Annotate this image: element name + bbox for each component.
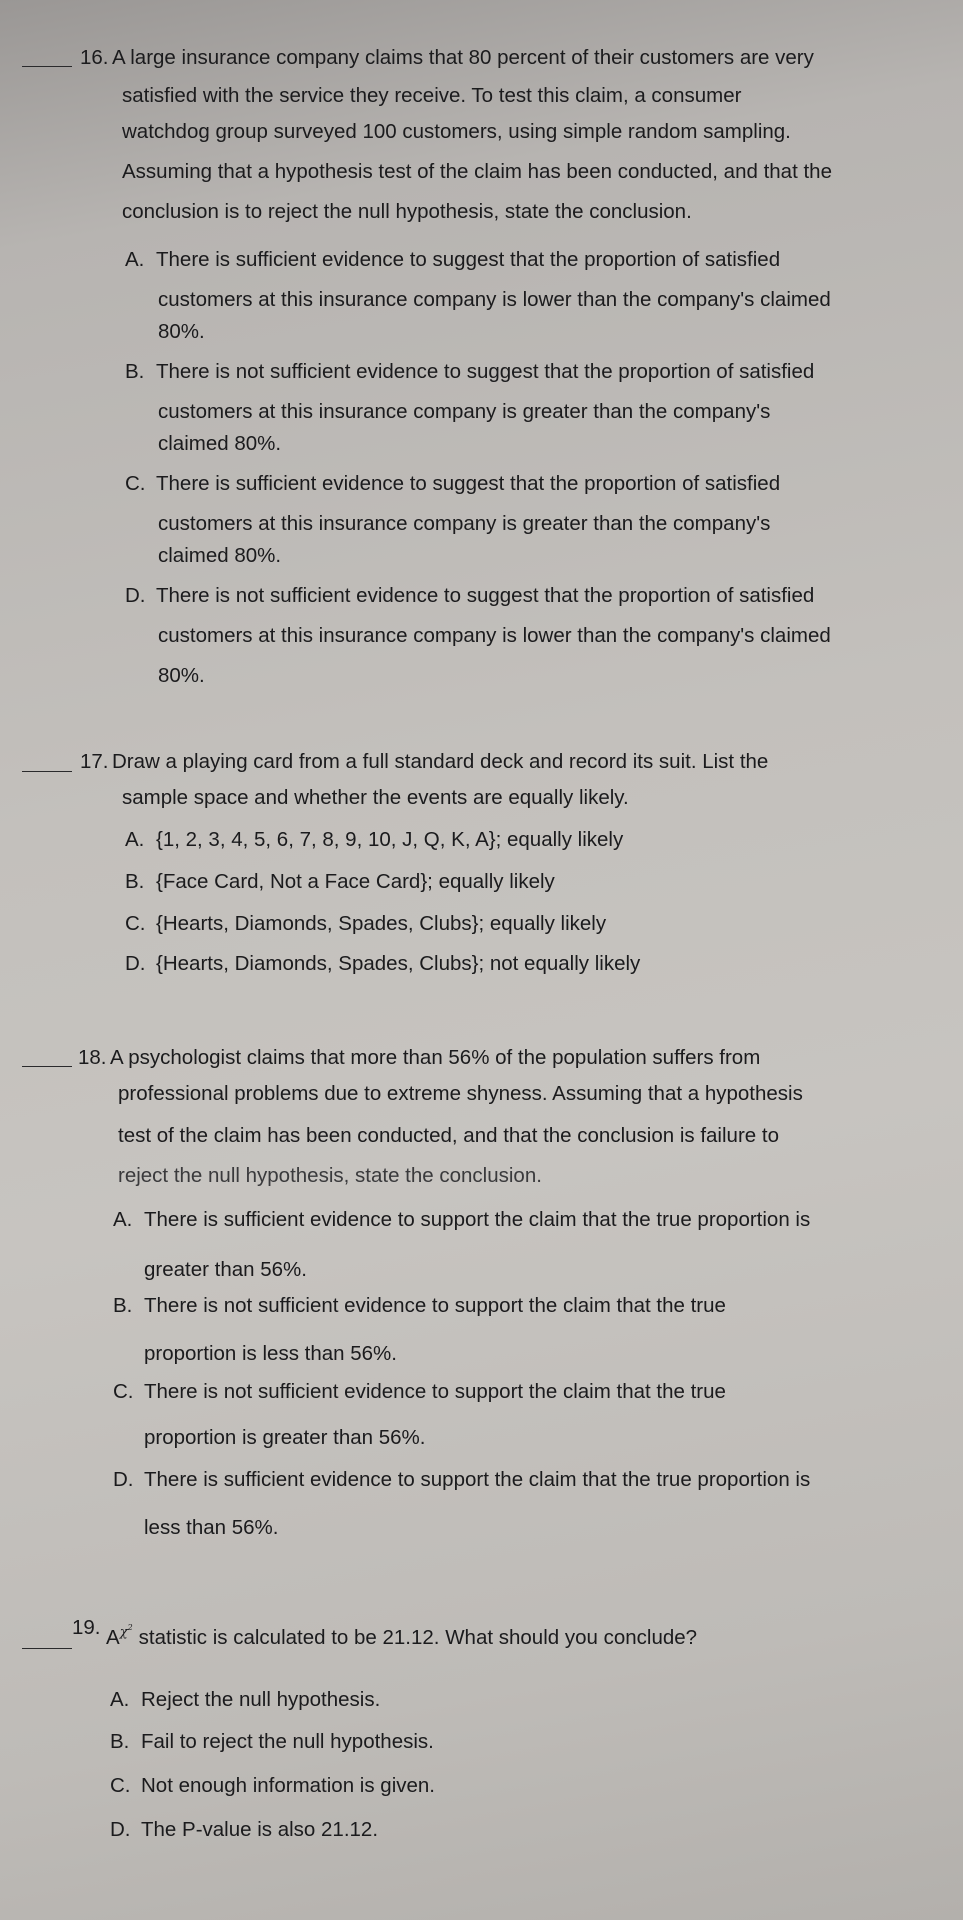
choice-letter[interactable]: A. [125,248,145,271]
question-stem-line: sample space and whether the events are equally likely. [122,786,629,809]
choice-text: claimed 80%. [158,544,282,567]
choice-letter[interactable]: B. [110,1730,130,1753]
question-stem-line: Assuming that a hypothesis test of the claim has been conducted, and that the [122,160,832,183]
choice-text: customers at this insurance company is greater than the company's [158,400,771,423]
choice-letter[interactable]: C. [113,1380,134,1403]
choice-letter[interactable]: A. [110,1688,130,1711]
choice-text: proportion is less than 56%. [144,1342,397,1365]
question-stem-line: watchdog group surveyed 100 customers, using simple random sampling. [122,120,791,143]
choice-letter[interactable]: A. [113,1208,133,1231]
question-number: 19. [72,1616,101,1639]
choice-text: There is not sufficient evidence to suggest that the proportion of satisfied [156,584,815,607]
choice-text: Reject the null hypothesis. [141,1688,381,1711]
question-stem-line: A psychologist claims that more than 56% of the population suffers from [110,1046,761,1069]
choice-text: 80%. [158,664,205,687]
answer-blank-18[interactable] [22,1066,72,1067]
choice-text: There is not sufficient evidence to support the claim that the true [144,1380,726,1403]
choice-letter[interactable]: D. [110,1818,131,1841]
chi-square-symbol [120,1616,133,1645]
question-stem-line [106,1616,697,1650]
chi-power: 2 [127,1623,133,1632]
choice-text: customers at this insurance company is lower than the company's claimed [158,624,831,647]
choice-text: There is not sufficient evidence to suggest that the proportion of satisfied [156,360,815,383]
question-stem-line: test of the claim has been conducted, and that the conclusion is failure to [118,1124,779,1147]
stem-prefix: A [106,1626,120,1649]
question-stem-line: satisfied with the service they receive. To test this claim, a consumer [122,84,742,107]
answer-blank-16[interactable] [22,66,72,67]
choice-text: {Hearts, Diamonds, Spades, Clubs}; not equally likely [156,952,641,975]
answer-blank-19[interactable] [22,1648,72,1649]
question-stem-line: A large insurance company claims that 80 percent of their customers are very [112,46,814,69]
choice-letter[interactable]: C. [125,472,146,495]
choice-text: proportion is greater than 56%. [144,1426,426,1449]
chi-symbol: χ [119,1625,128,1640]
choice-letter[interactable]: D. [125,952,146,975]
choice-letter[interactable]: D. [125,584,146,607]
choice-text: customers at this insurance company is lower than the company's claimed [158,288,831,311]
choice-letter[interactable]: C. [110,1774,131,1797]
choice-text: 80%. [158,320,205,343]
choice-text: less than 56%. [144,1516,279,1539]
choice-text: There is sufficient evidence to suggest that the proportion of satisfied [156,472,781,495]
choice-text: There is sufficient evidence to support the claim that the true proportion is [144,1468,811,1491]
choice-text: Not enough information is given. [141,1774,436,1797]
choice-letter[interactable]: B. [125,360,145,383]
choice-text: {1, 2, 3, 4, 5, 6, 7, 8, 9, 10, J, Q, K, A}; equally likely [156,828,624,851]
choice-text: There is sufficient evidence to suggest that the proportion of satisfied [156,248,781,271]
choice-text: greater than 56%. [144,1258,307,1281]
question-number: 18. [78,1046,107,1069]
choice-text: claimed 80%. [158,432,282,455]
choice-letter[interactable]: B. [125,870,145,893]
choice-text: {Hearts, Diamonds, Spades, Clubs}; equally likely [156,912,607,935]
choice-text: Fail to reject the null hypothesis. [141,1730,434,1753]
answer-blank-17[interactable] [22,771,72,772]
choice-letter[interactable]: C. [125,912,146,935]
question-number: 16. [80,46,109,69]
choice-letter[interactable]: D. [113,1468,134,1491]
question-stem-line: reject the null hypothesis, state the conclusion. [118,1164,542,1187]
question-stem-line: Draw a playing card from a full standard deck and record its suit. List the [112,750,769,773]
question-stem-line: professional problems due to extreme shyness. Assuming that a hypothesis [118,1082,803,1105]
choice-text: There is not sufficient evidence to support the claim that the true [144,1294,726,1317]
choice-letter[interactable]: A. [125,828,145,851]
choice-letter[interactable]: B. [113,1294,133,1317]
question-stem-line: conclusion is to reject the null hypothesis, state the conclusion. [122,200,692,223]
choice-text: customers at this insurance company is greater than the company's [158,512,771,535]
question-number: 17. [80,750,109,773]
choice-text: {Face Card, Not a Face Card}; equally likely [156,870,555,893]
stem-text: statistic is calculated to be 21.12. What should you conclude? [138,1626,698,1649]
choice-text: The P-value is also 21.12. [141,1818,379,1841]
choice-text: There is sufficient evidence to support the claim that the true proportion is [144,1208,811,1231]
